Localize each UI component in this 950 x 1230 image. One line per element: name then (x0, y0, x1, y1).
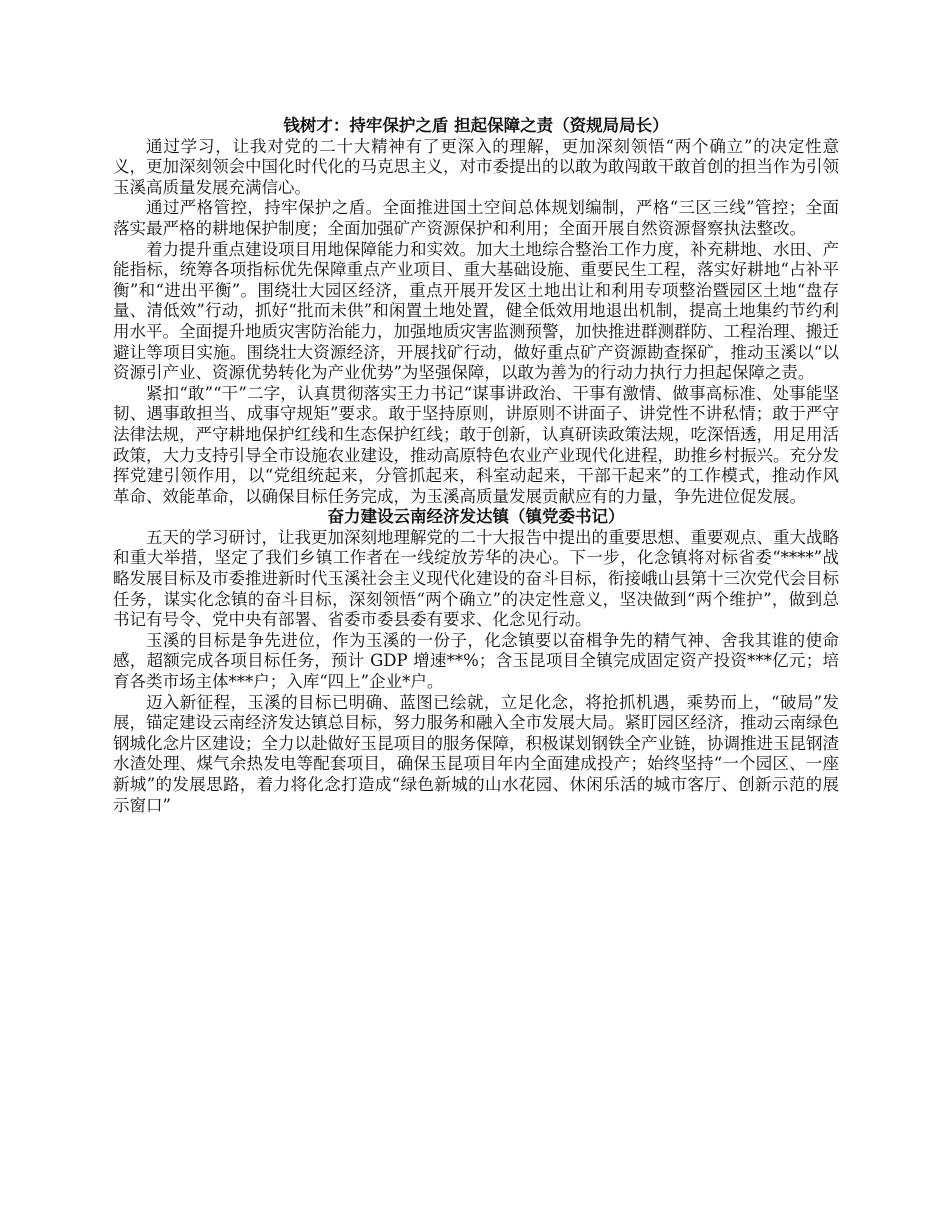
paragraph: 玉溪的目标是争先进位，作为玉溪的一份子，化念镇要以奋楫争先的精气神、舍我其谁的使命感，超额完成各项目标任务，预计 GDP 增速**%；含玉昆项目全镇完成固定资产投资***亿元；培育各类市场主体***户；入库“四上”企业*户。 (113, 630, 839, 692)
paragraph: 通过严格管控，持牢保护之盾。全面推进国土空间总体规划编制，严格“三区三线”管控；全面落实最严格的耕地保护制度；全面加强矿产资源保护和利用；全面开展自然资源督察执法整改。 (113, 198, 839, 238)
section-title-1: 钱树才：持牢保护之盾 担起保障之责（资规局局长） (283, 116, 669, 135)
paragraph: 迈入新征程，玉溪的目标已明确、蓝图已绘就，立足化念，将抢抓机遇，乘势而上，“破局”发展，锚定建设云南经济发达镇总目标，努力服务和融入全市发展大局。紧盯园区经济，推动云南绿色钢城化念片区建设；全力以赴做好玉昆项目的服务保障，积极谋划钢铁全产业链，协调推进玉昆钢渣水渣处理、煤气余热发电等配套项目，确保玉昆项目年内全面建成投产；始终坚持“一个园区、一座新城”的发展思路，着力将化念打造成“绿色新城的山水花园、休闲乐活的城市客厅、创新示范的展示窗口” (113, 692, 839, 815)
paragraph: 五天的学习研讨，让我更加深刻地理解党的二十大报告中提出的重要思想、重要观点、重大战略和重大举措，坚定了我们乡镇工作者在一线绽放芳华的决心。下一步，化念镇将对标省委“****”战略发展目标及市委推进新时代玉溪社会主义现代化建设的奋斗目标，衔接峨山县第十三次党代会目标任务，谋实化念镇的奋斗目标，深刻领悟“两个确立”的决定性意义，坚决做到“两个维护”，做到总书记有号令、党中央有部署、省委市委县委有要求、化念见行动。 (113, 527, 839, 630)
paragraph: 紧扣“敢”“干”二字，认真贯彻落实王力书记“谋事讲政治、干事有激情、做事高标准、处事能坚韧、遇事敢担当、成事守规矩”要求。敢于坚持原则，讲原则不讲面子、讲党性不讲私情；敢于严守法律法规，严守耕地保护红线和生态保护红线；敢于创新，认真研读政策法规，吃深悟透，用足用活政策，大力支持引导全市设施农业建设，推动高原特色农业产业现代化进程，助推乡村振兴。充分发挥党建引领作用，以“党组统起来，分管抓起来，科室动起来，干部干起来”的工作模式，推动作风革命、效能革命，以确保目标任务完成，为玉溪高质量发展贡献应有的力量，争先进位促发展。 (113, 383, 839, 506)
document-page (113, 116, 839, 816)
section-title-2: 奋力建设云南经济发达镇（镇党委书记） (327, 507, 625, 527)
paragraph: 通过学习，让我对党的二十大精神有了更深入的理解，更加深刻领悟“两个确立”的决定性意义，更加深刻领会中国化时代化的马克思主义，对市委提出的以敢为敢闯敢干敢首创的担当作为引领玉溪高质量发展充满信心。 (113, 136, 839, 197)
paragraph: 着力提升重点建设项目用地保障能力和实效。加大土地综合整治工作力度，补充耕地、水田、产能指标，统筹各项指标优先保障重点产业项目、重大基础设施、重要民生工程，落实好耕地“占补平衡”和“进出平衡”。围绕壮大园区经济，重点开展开发区土地出让和利用专项整治暨园区土地“盘存量、清低效”行动，抓好“批而未供”和闲置土地处置，健全低效用地退出机制，提高土地集约节约利用水平。全面提升地质灾害防治能力，加强地质灾害监测预警，加快推进群测群防、工程治理、搬迁避让等项目实施。围绕壮大资源经济，开展找矿行动，做好重点矿产资源勘查探矿，推动玉溪以“以资源引产业、资源优势转化为产业优势”为坚强保障，以敢为善为的行动力执行力担起保障之责。 (113, 239, 839, 383)
